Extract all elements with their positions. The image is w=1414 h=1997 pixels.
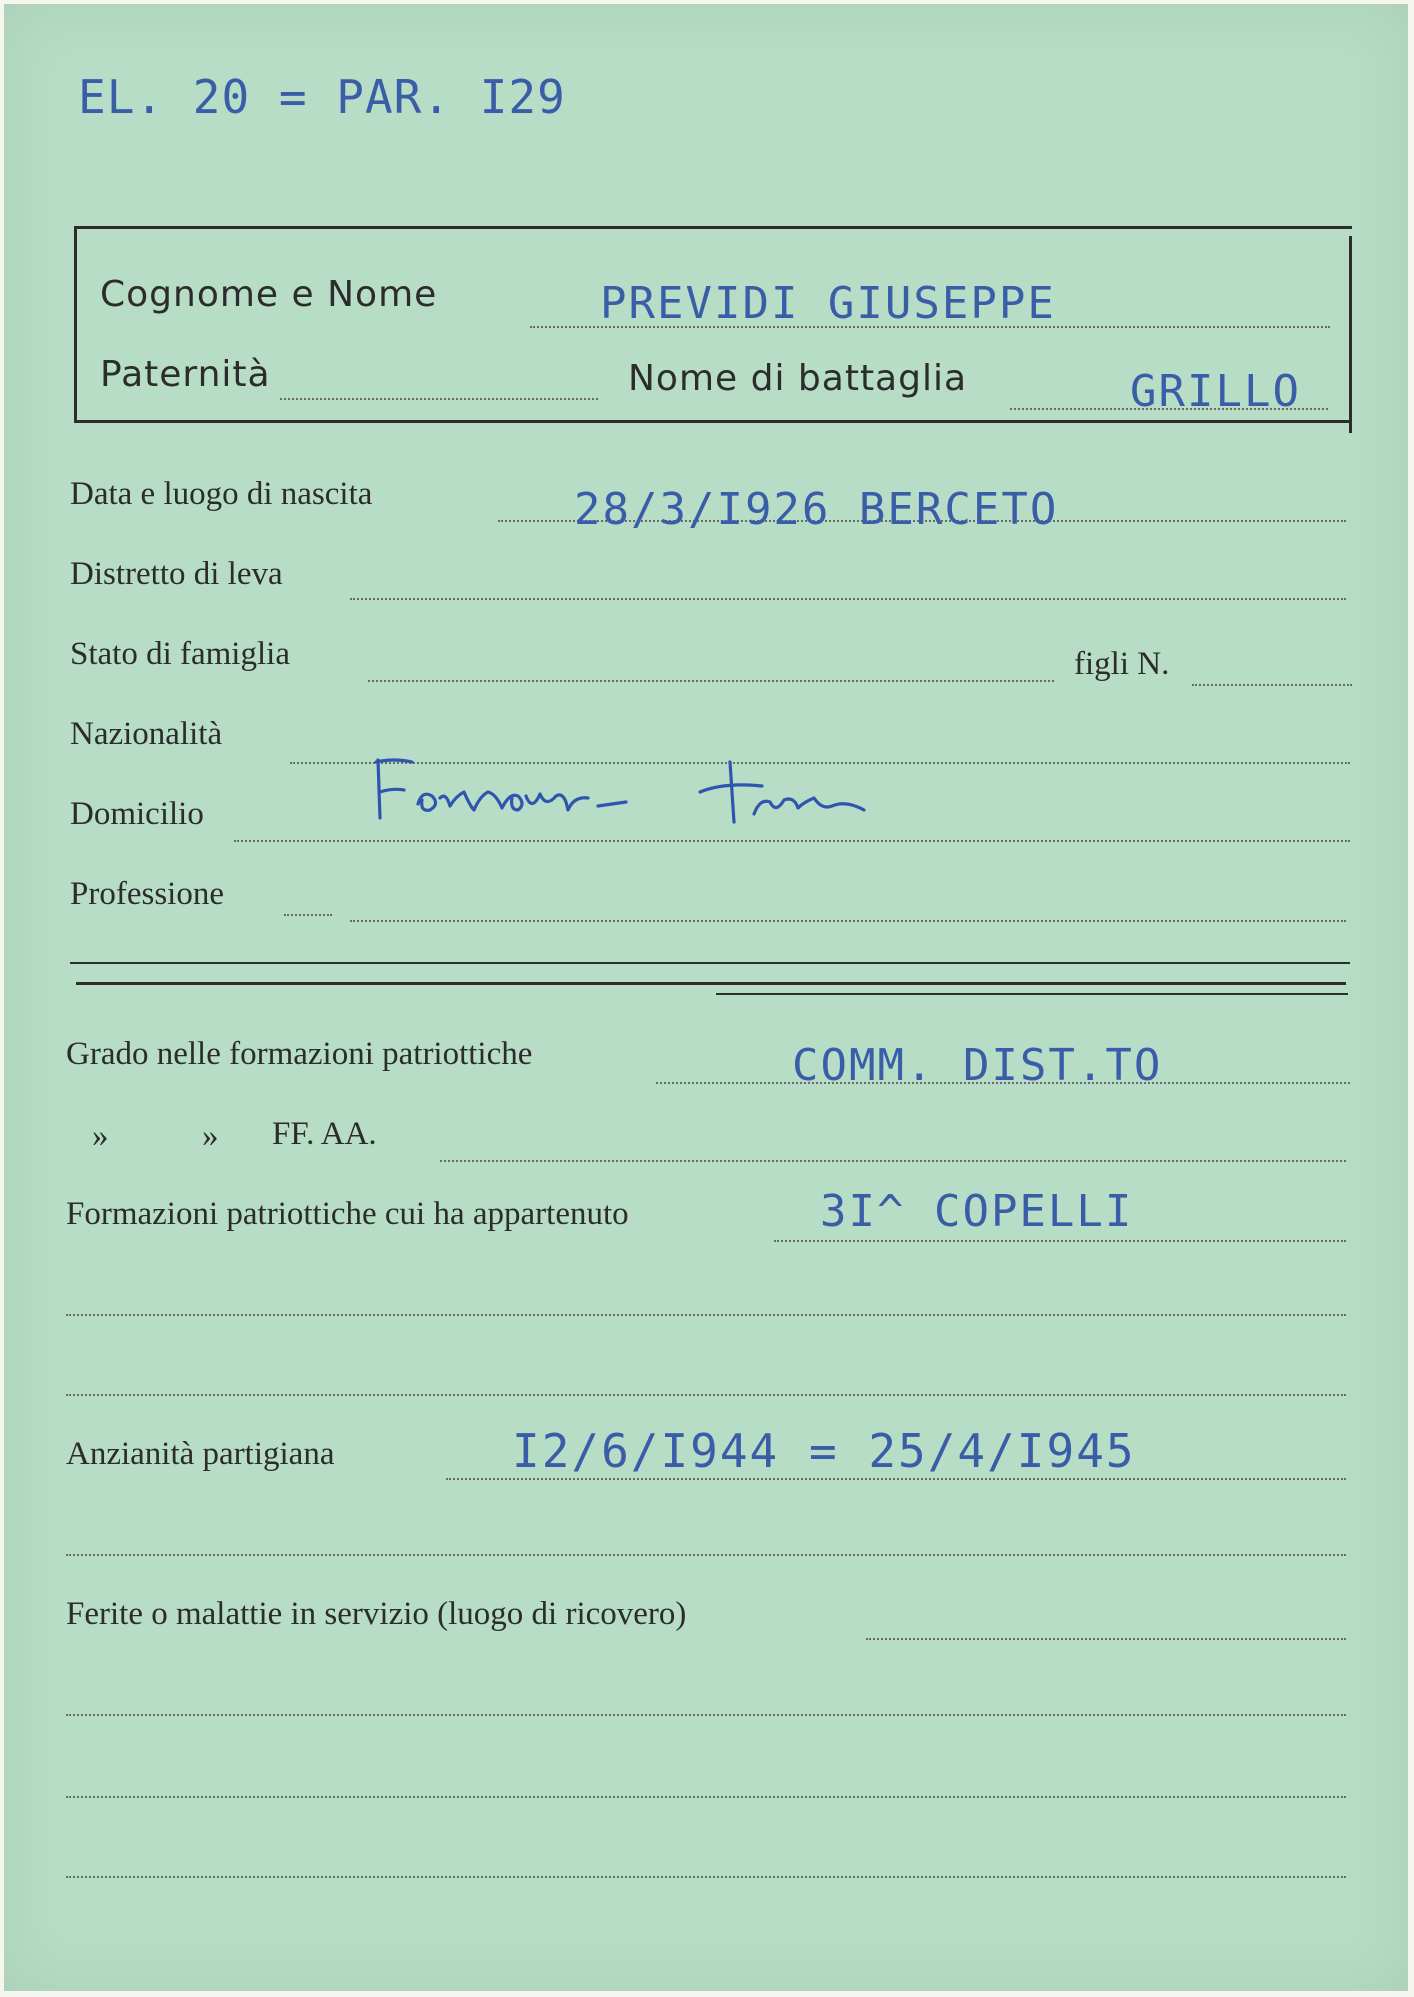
birth-value: 28/3/I926 BERCETO	[574, 484, 1059, 535]
ditto-mark-1: »	[92, 1118, 109, 1154]
domicile-handwritten	[370, 752, 950, 852]
children-label: figli N.	[1074, 646, 1170, 682]
surname-name-value: PREVIDI GIUSEPPE	[600, 278, 1056, 329]
seniority-label: Anzianità partigiana	[66, 1436, 335, 1472]
seniority-value: I2/6/I944 = 25/4/I945	[512, 1424, 1136, 1478]
battle-name-label: Nome di battaglia	[628, 358, 968, 399]
reference-code: EL. 20 = PAR. I29	[78, 70, 566, 124]
rank-value: COMM. DIST.TO	[792, 1040, 1163, 1091]
paternity-label: Paternità	[100, 354, 271, 395]
domicile-label: Domicilio	[70, 796, 204, 832]
battle-name-value: GRILLO	[1130, 366, 1301, 417]
ditto-mark-2: »	[202, 1118, 219, 1154]
rank-label: Grado nelle formazioni patriottiche	[66, 1036, 533, 1072]
birth-label: Data e luogo di nascita	[70, 476, 373, 512]
surname-name-label: Cognome e Nome	[100, 274, 438, 315]
family-label: Stato di famiglia	[70, 636, 290, 672]
wounds-label: Ferite o malattie in servizio (luogo di ricovero)	[66, 1596, 687, 1632]
formations-value: 3I^ COPELLI	[820, 1186, 1134, 1237]
nationality-label: Nazionalità	[70, 716, 223, 752]
profession-label: Professione	[70, 876, 224, 912]
district-label: Distretto di leva	[70, 556, 283, 592]
formations-label: Formazioni patriottiche cui ha appartenuto	[66, 1196, 629, 1232]
ffaa-label: FF. AA.	[272, 1116, 377, 1152]
